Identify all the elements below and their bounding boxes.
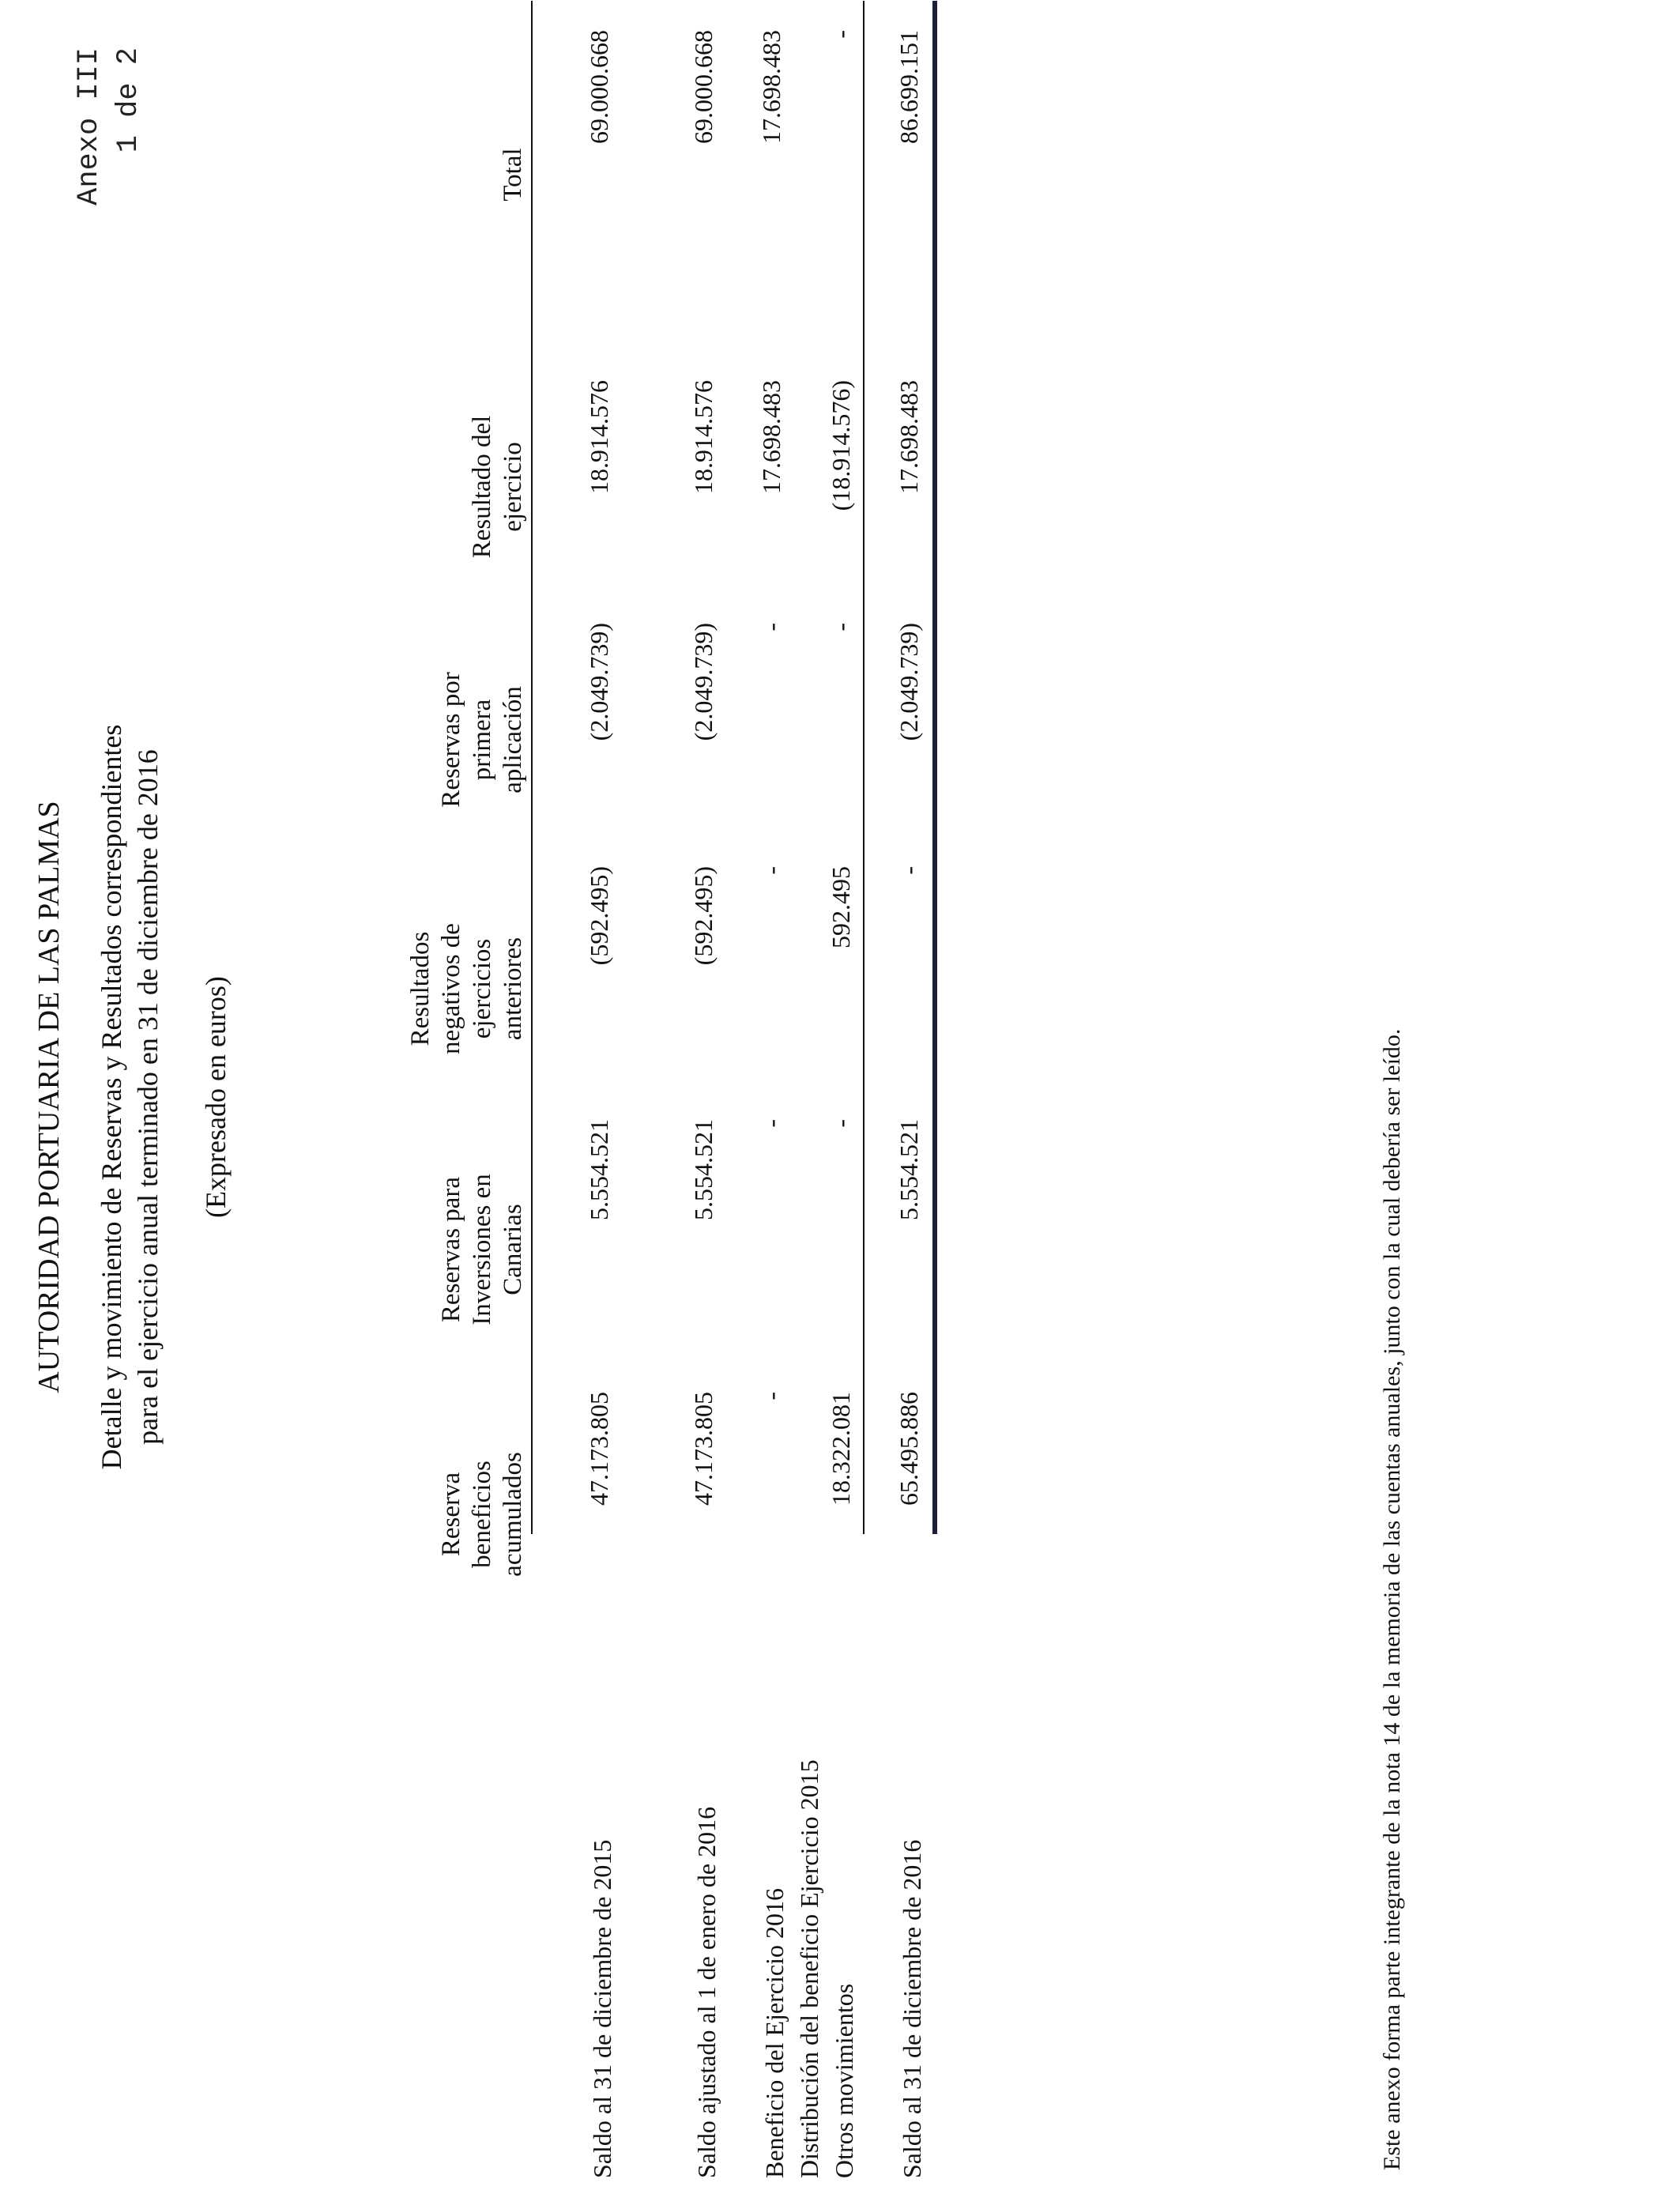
cell-r2-c0: -: [757, 1392, 785, 1400]
cell-r0-c1: 5.554.521: [585, 1119, 613, 1220]
document-title: AUTORIDAD PORTUARIA DE LAS PALMAS: [32, 801, 66, 1393]
cell-r2-c5: 17.698.483: [757, 30, 785, 144]
cell-r1-c4: 18.914.576: [689, 380, 718, 494]
cell-r2-c3: -: [757, 623, 785, 631]
cell-r5-c3: (2.049.739): [895, 623, 923, 741]
annex-reference: [70, 47, 149, 205]
footer-note: Este anexo forma parte integrante de la nota 14 de la memoria de las cuentas anuales, junto con la cual debería ser leído.: [1379, 1028, 1405, 2170]
row-label-beneficio-2016: Beneficio del Ejercicio 2016: [760, 1888, 789, 2178]
row-label-otros-movimientos: Otros movimientos: [830, 1983, 858, 2178]
cell-r2-c1: -: [757, 1119, 785, 1128]
cell-r2-c2: -: [757, 866, 785, 875]
cell-r0-c3: (2.049.739): [585, 623, 613, 741]
column-header-reservas-primera-aplicacion: Reservas por primera aplicación: [437, 672, 527, 808]
row-label-saldo-2016: Saldo al 31 de diciembre de 2016: [898, 1839, 926, 2178]
cell-r4-c2: 592.495: [827, 866, 855, 948]
row-label-saldo-ajustado-2016: Saldo ajustado al 1 de enero de 2016: [692, 1806, 721, 2178]
column-header-reserva-beneficios: Reserva beneficios acumulados: [437, 1452, 527, 1577]
header-rule: [531, 1, 533, 1534]
subtotal-rule: [863, 1, 864, 1534]
cell-r4-c1: -: [827, 1119, 855, 1128]
document-subtitle-line1: Detalle y movimiento de Reservas y Resultados correspondientes: [96, 724, 127, 1470]
cell-r1-c3: (2.049.739): [689, 623, 718, 741]
column-header-total: Total: [499, 148, 527, 202]
cell-r5-c4: 17.698.483: [895, 380, 923, 494]
annex-page: 1 de 2: [112, 47, 145, 153]
cell-r5-c2: -: [895, 866, 923, 875]
cell-r5-c0: 65.495.886: [895, 1392, 923, 1506]
row-label-saldo-2015: Saldo al 31 de diciembre de 2015: [588, 1839, 616, 2178]
cell-r4-c5: -: [827, 30, 855, 39]
cell-r5-c5: 86.699.151: [895, 30, 923, 144]
cell-r1-c2: (592.495): [689, 866, 718, 966]
column-header-resultado-ejercicio: Resultado del ejercicio: [468, 415, 527, 559]
cell-r1-c1: 5.554.521: [689, 1119, 718, 1220]
row-label-distribucion-2015: Distribución del beneficio Ejercicio 2015: [795, 1759, 823, 2178]
column-header-reservas-inversiones: Reservas para Inversiones en Canarias: [437, 1174, 527, 1325]
cell-r0-c0: 47.173.805: [585, 1392, 613, 1506]
document-subtitle-line2: para el ejercicio anual terminado en 31 de diciembre de 2016: [132, 749, 164, 1445]
cell-r4-c3: -: [827, 623, 855, 631]
cell-r1-c0: 47.173.805: [689, 1392, 718, 1506]
cell-r4-c0: 18.322.081: [827, 1392, 855, 1506]
annex-label: Anexo III: [73, 47, 106, 205]
cell-r0-c2: (592.495): [585, 866, 613, 966]
column-header-resultados-negativos: Resultados negativos de ejercicios anteriores: [406, 923, 527, 1054]
cell-r2-c4: 17.698.483: [757, 380, 785, 494]
cell-r1-c5: 69.000.668: [689, 30, 718, 144]
cell-r0-c4: 18.914.576: [585, 380, 613, 494]
cell-r4-c4: (18.914.576): [827, 380, 855, 511]
currency-note: (Expresado en euros): [200, 976, 232, 1218]
cell-r5-c1: 5.554.521: [895, 1119, 923, 1220]
total-double-rule: [932, 1, 937, 1534]
cell-r0-c5: 69.000.668: [585, 30, 613, 144]
